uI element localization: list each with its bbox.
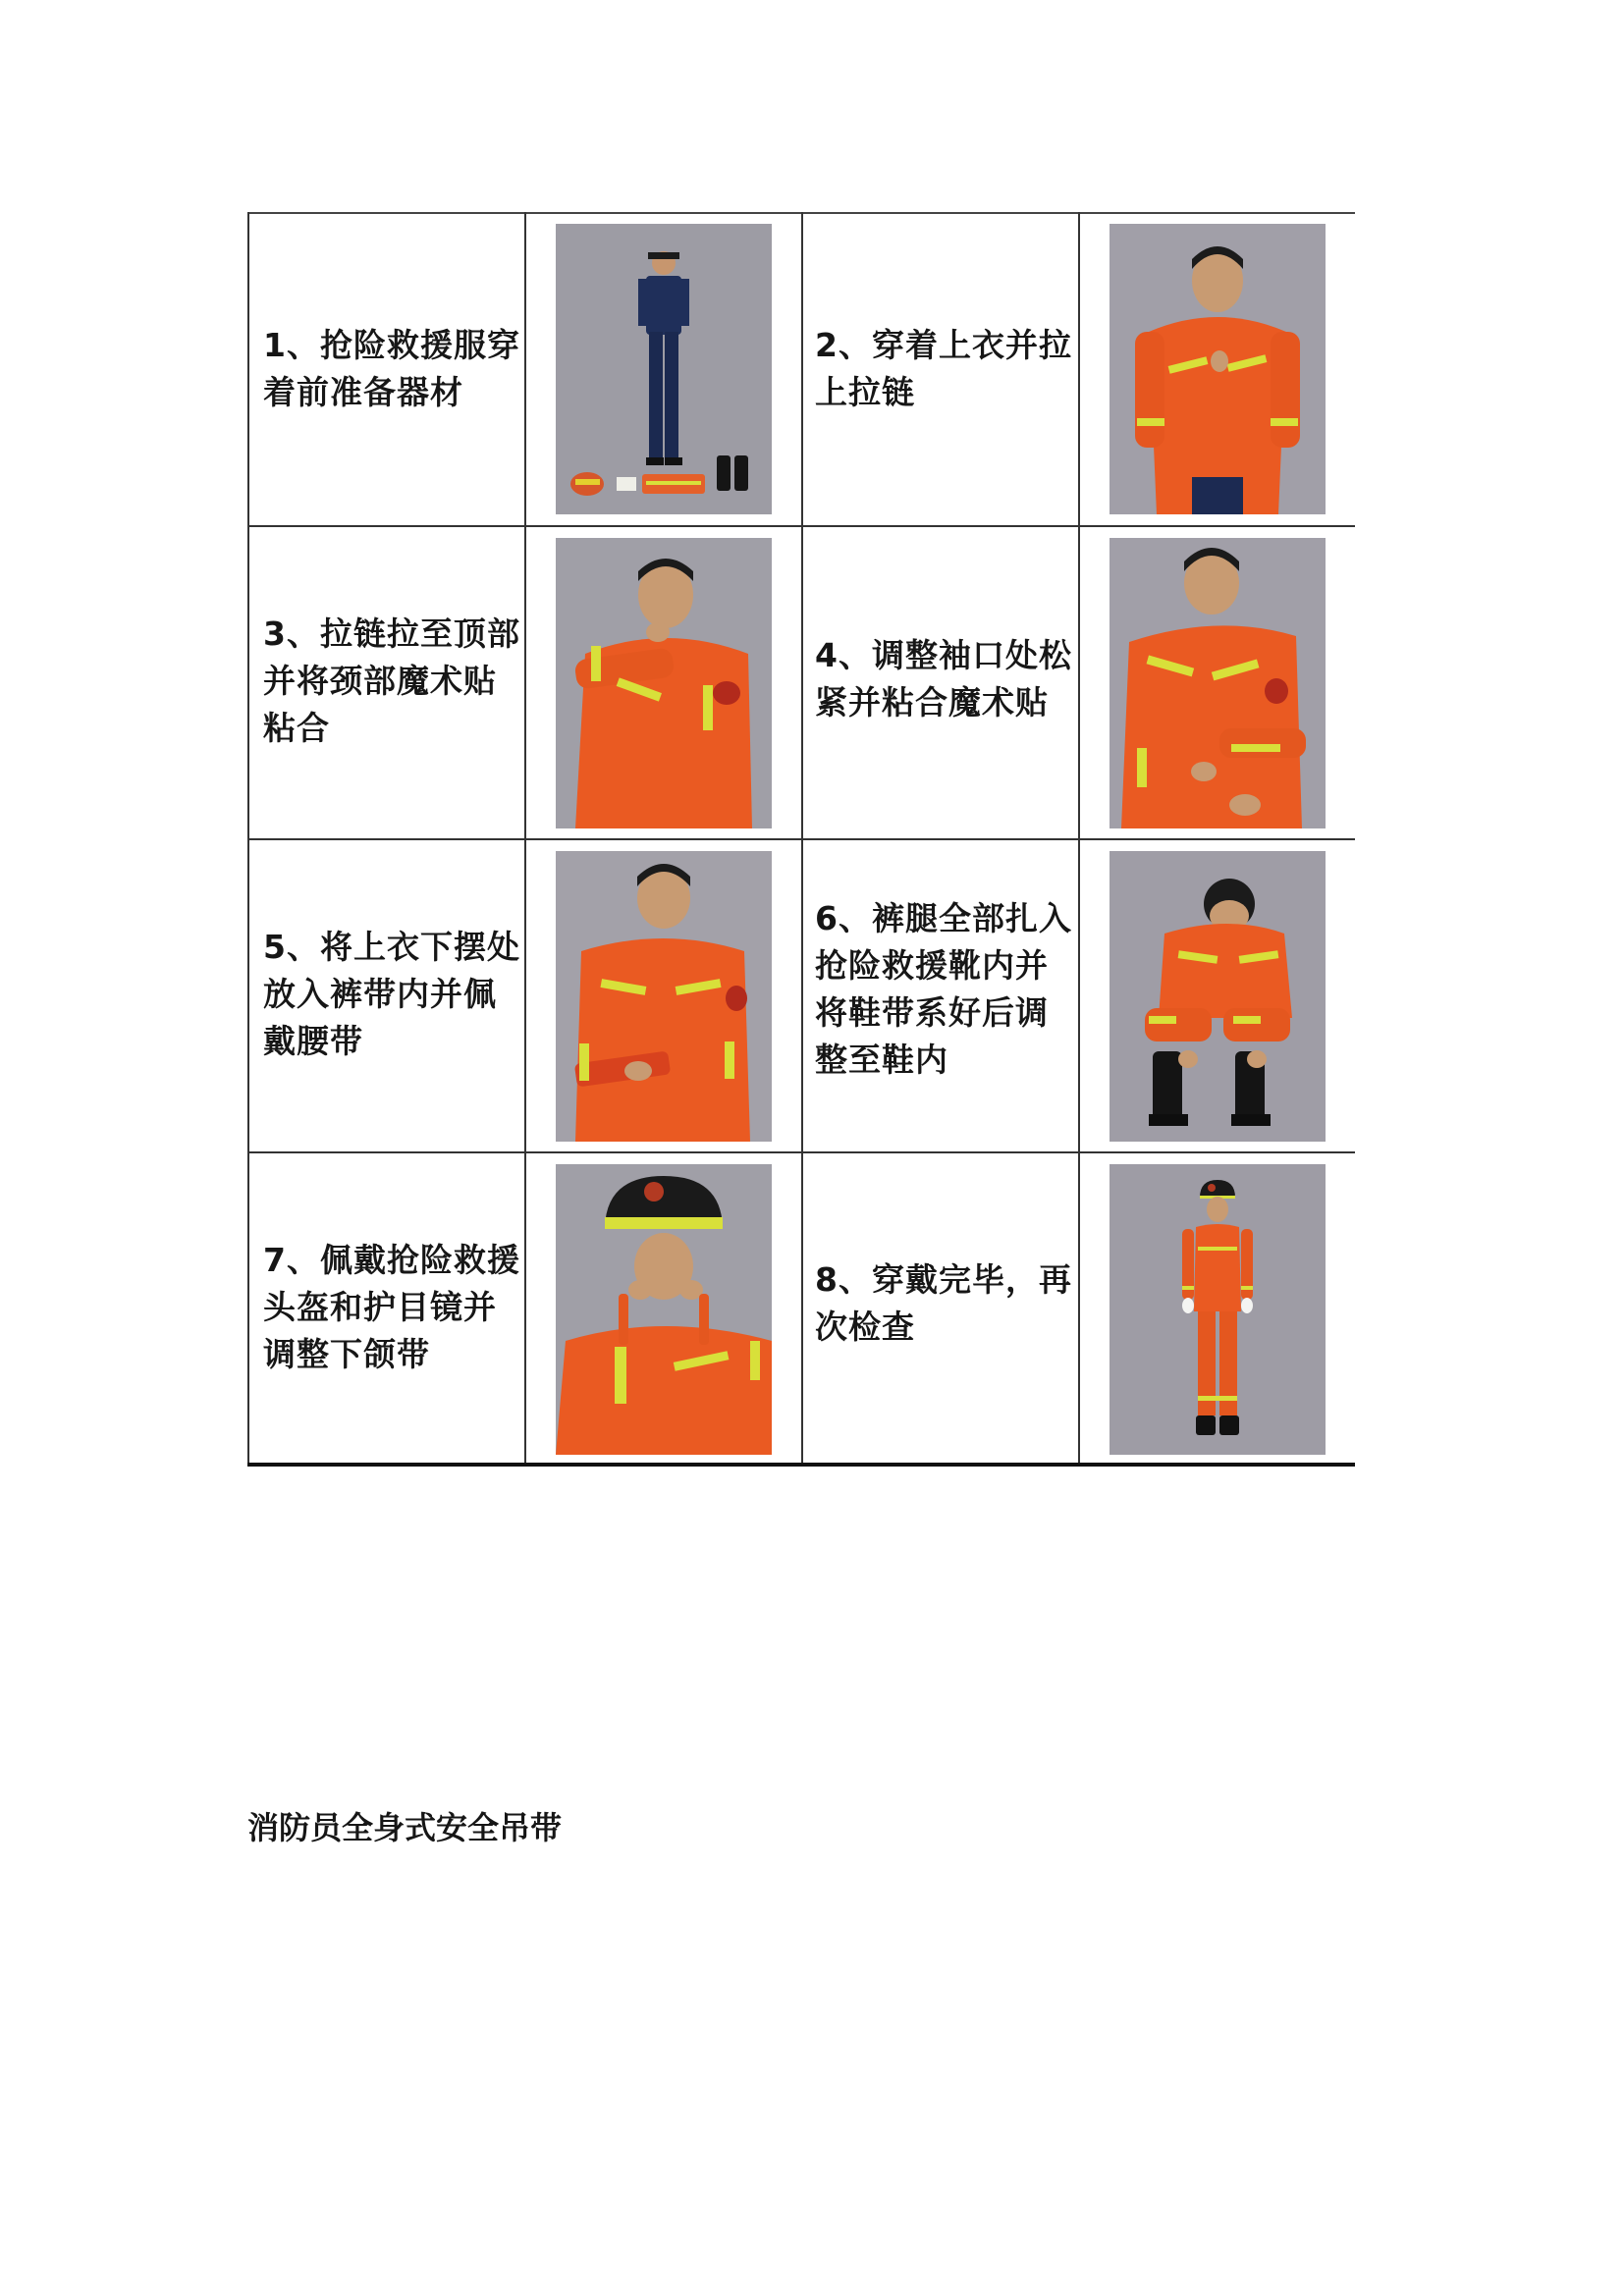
step-7-instruction: 7、佩戴抢险救援 头盔和护目镜并 调整下颌带 [263, 1241, 520, 1373]
step-5-instruction: 5、将上衣下摆处 放入裤带内并佩 戴腰带 [263, 928, 520, 1060]
step-4-photo [1110, 538, 1326, 828]
dressing-steps-table [247, 212, 1355, 1467]
step-1-photo [556, 224, 772, 514]
table-bottom-rule [247, 1463, 1355, 1467]
section-title: 消防员全身式安全吊带 [247, 1809, 563, 1846]
step-6-instruction: 6、裤腿全部扎入 抢险救援靴内并 将鞋带系好后调 整至鞋内 [815, 899, 1072, 1079]
step-8-photo [1110, 1164, 1326, 1455]
step-6-photo [1110, 851, 1326, 1142]
step-2-photo [1110, 224, 1326, 514]
step-5-photo [556, 851, 772, 1142]
step-1-instruction: 1、抢险救援服穿 着前准备器材 [263, 326, 520, 411]
step-2-instruction: 2、穿着上衣并拉 上拉链 [815, 326, 1072, 411]
table-row-divider [247, 1151, 1355, 1153]
step-7-photo [556, 1164, 772, 1455]
step-8-instruction: 8、穿戴完毕，再 次检查 [815, 1260, 1072, 1346]
step-3-instruction: 3、拉链拉至顶部 并将颈部魔术贴 粘合 [263, 614, 520, 747]
table-row-divider [247, 838, 1355, 840]
step-4-instruction: 4、调整袖口处松 紧并粘合魔术贴 [815, 636, 1072, 721]
step-3-photo [556, 538, 772, 828]
table-row-divider [247, 525, 1355, 527]
